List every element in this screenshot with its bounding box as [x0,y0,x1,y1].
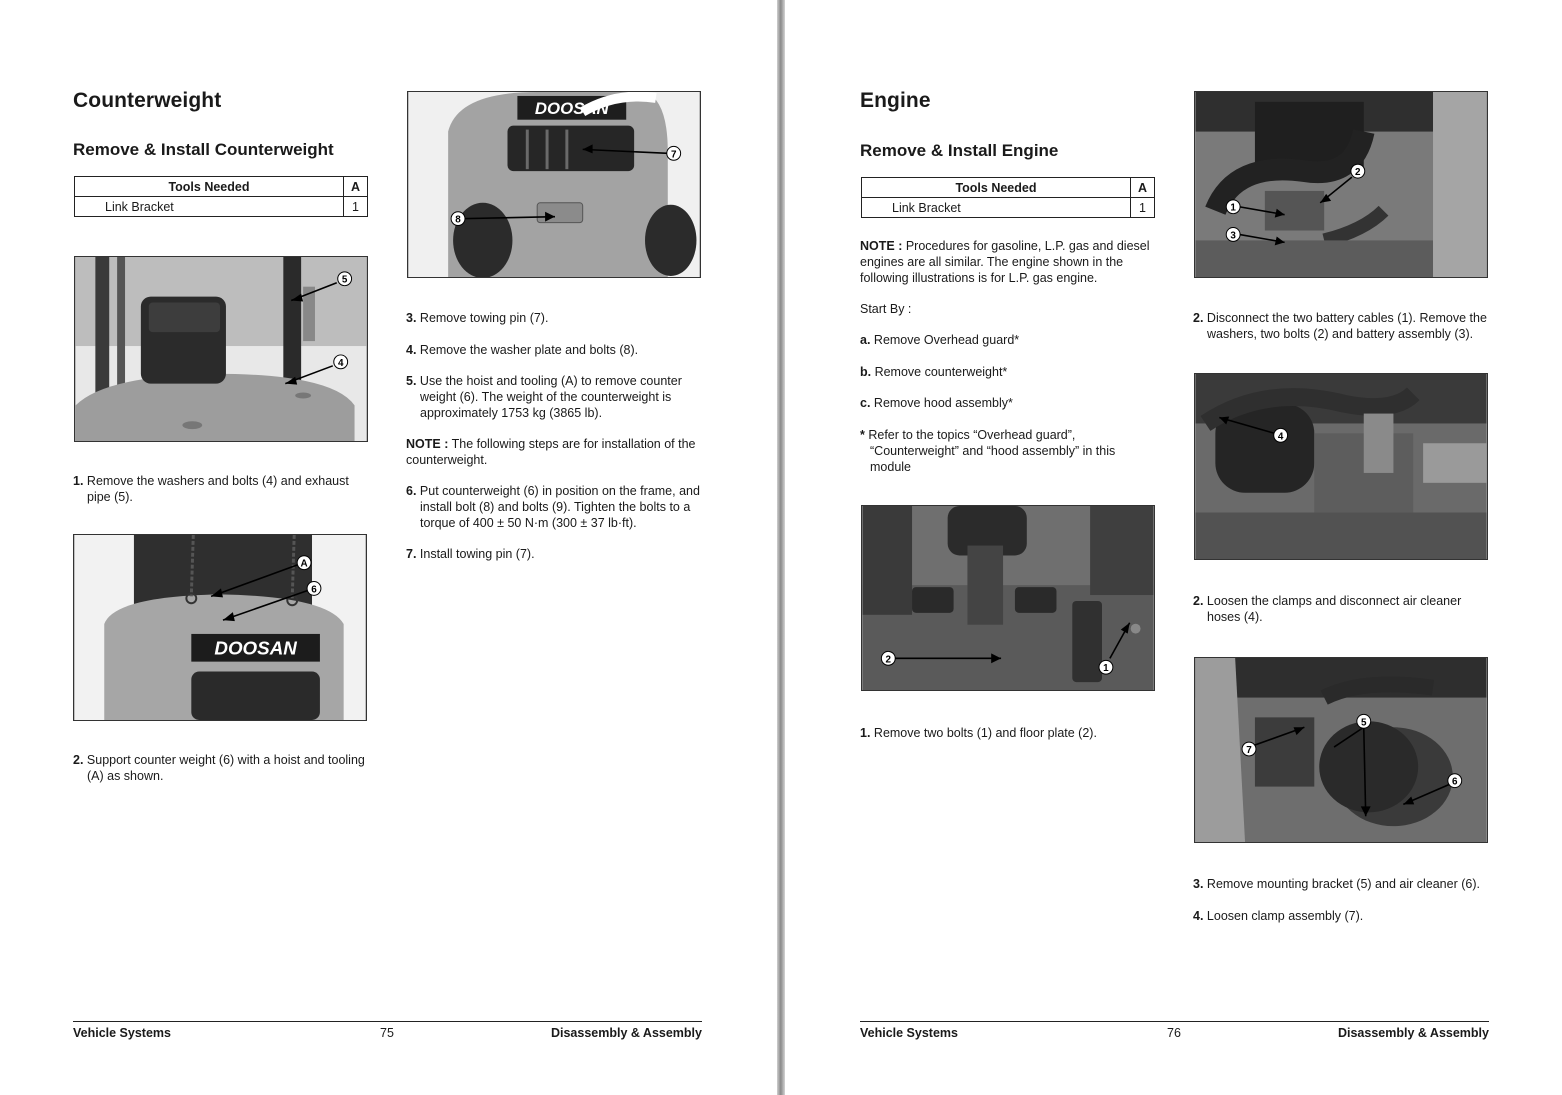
start-by: Start By : [860,302,912,316]
tool-qty: 1 [343,197,367,217]
footer-section: Vehicle Systems [73,1026,171,1040]
callout-2: 2 [885,654,892,666]
doosan-logo: DOOSAN [214,637,297,659]
step-3: 3. Remove mounting bracket (5) and air cleaner (6). [1193,877,1480,891]
callout-3: 3 [1230,230,1236,242]
prereq-a: a. Remove Overhead guard* [860,333,1020,347]
page-gutter [777,0,785,1095]
tools-needed-table [861,177,1155,218]
exhaust-illustration [75,257,367,441]
towing-pin-illustration [408,92,700,277]
figure-exhaust-pipe [74,256,368,442]
page-number: 75 [380,1026,394,1040]
tools-needed-table [74,176,368,217]
callout-1: 1 [1103,663,1109,675]
tools-col-header: A [343,177,367,197]
tool-name: Link Bracket [75,197,344,217]
note-engine-types: NOTE : Procedures for gasoline, L.P. gas and diesel engines are all similar. The engine shown in the following illustrations is for L.P. gas engine. [860,239,1150,285]
tool-name: Link Bracket [862,198,1131,218]
callout-6: 6 [311,584,317,596]
tools-header: Tools Needed [862,178,1131,198]
step-5: 5. Use the hoist and tooling (A) to remove counter weight (6). The weight of the counterweight is approximately 1753 kg (3865 lb). [406,374,682,420]
callout-4: 4 [1277,431,1284,443]
refer-note: * Refer to the topics “Overhead guard”, “Counterweight” and “hood assembly” in this module [860,428,1116,474]
callout-4: 4 [337,357,344,369]
tools-col-header: A [1130,178,1154,198]
air-cleaner-illustration [1195,658,1487,842]
figure-air-cleaner-hoses [1194,373,1488,560]
page-76 [785,0,1562,1095]
prereq-b: b. Remove counterweight* [860,365,1008,379]
callout-A: A [300,558,308,570]
step-4: 4. Remove the washer plate and bolts (8). [406,343,639,357]
tool-qty: 1 [1130,198,1154,218]
footer-chapter: Disassembly & Assembly [550,1026,702,1040]
section-title: Counterweight [73,89,222,112]
step-2-hoses: 2. Loosen the clamps and disconnect air cleaner hoses (4). [1193,594,1462,624]
hoist-illustration [74,535,366,720]
procedure-title: Remove & Install Engine [860,141,1059,160]
air-hoses-illustration [1195,374,1487,559]
footer-rule [860,1021,1489,1022]
footer-section: Vehicle Systems [860,1026,958,1040]
floor-plate-illustration [862,506,1154,690]
step-1: 1. Remove the washers and bolts (4) and exhaust pipe (5). [73,474,349,504]
callout-1: 1 [1230,202,1236,214]
callout-6: 6 [1452,776,1458,788]
figure-battery [1194,91,1488,278]
step-2-battery: 2. Disconnect the two battery cables (1). Remove the washers, two bolts (2) and battery assembly (3). [1193,311,1487,341]
step-7: 7. Install towing pin (7). [406,547,535,561]
section-title: Engine [860,89,931,112]
prereq-c: c. Remove hood assembly* [860,396,1013,410]
callout-7: 7 [1246,744,1252,756]
figure-air-cleaner [1194,657,1488,843]
step-2: 2. Support counter weight (6) with a hoist and tooling (A) as shown. [73,753,365,783]
page-75 [0,0,777,1095]
callout-2: 2 [1355,167,1361,179]
callout-5: 5 [341,274,348,286]
figure-towing-pin [407,91,701,278]
battery-illustration [1195,92,1487,277]
page-number: 76 [1167,1026,1181,1040]
figure-hoist-chains [73,534,367,721]
procedure-title: Remove & Install Counterweight [73,140,334,159]
step-6: 6. Put counterweight (6) in position on the frame, and install bolt (8) and bolts (9). Tighten the bolts to a torque of 400 ± 50 N·m (300 ± 37 lb·ft). [406,484,700,530]
callout-5: 5 [1361,717,1367,729]
footer-chapter: Disassembly & Assembly [1337,1026,1489,1040]
footer-rule [73,1021,702,1022]
step-3: 3. Remove towing pin (7). [406,311,549,325]
step-4: 4. Loosen clamp assembly (7). [1193,909,1364,923]
callout-8: 8 [455,214,461,226]
tools-header: Tools Needed [75,177,344,197]
callout-7: 7 [670,149,677,161]
doosan-logo: DOOSAN [534,98,609,118]
figure-floor-plate [861,505,1155,691]
note-installation: NOTE : The following steps are for installation of the counterweight. [406,437,696,467]
step-1: 1. Remove two bolts (1) and floor plate (2). [860,726,1097,740]
